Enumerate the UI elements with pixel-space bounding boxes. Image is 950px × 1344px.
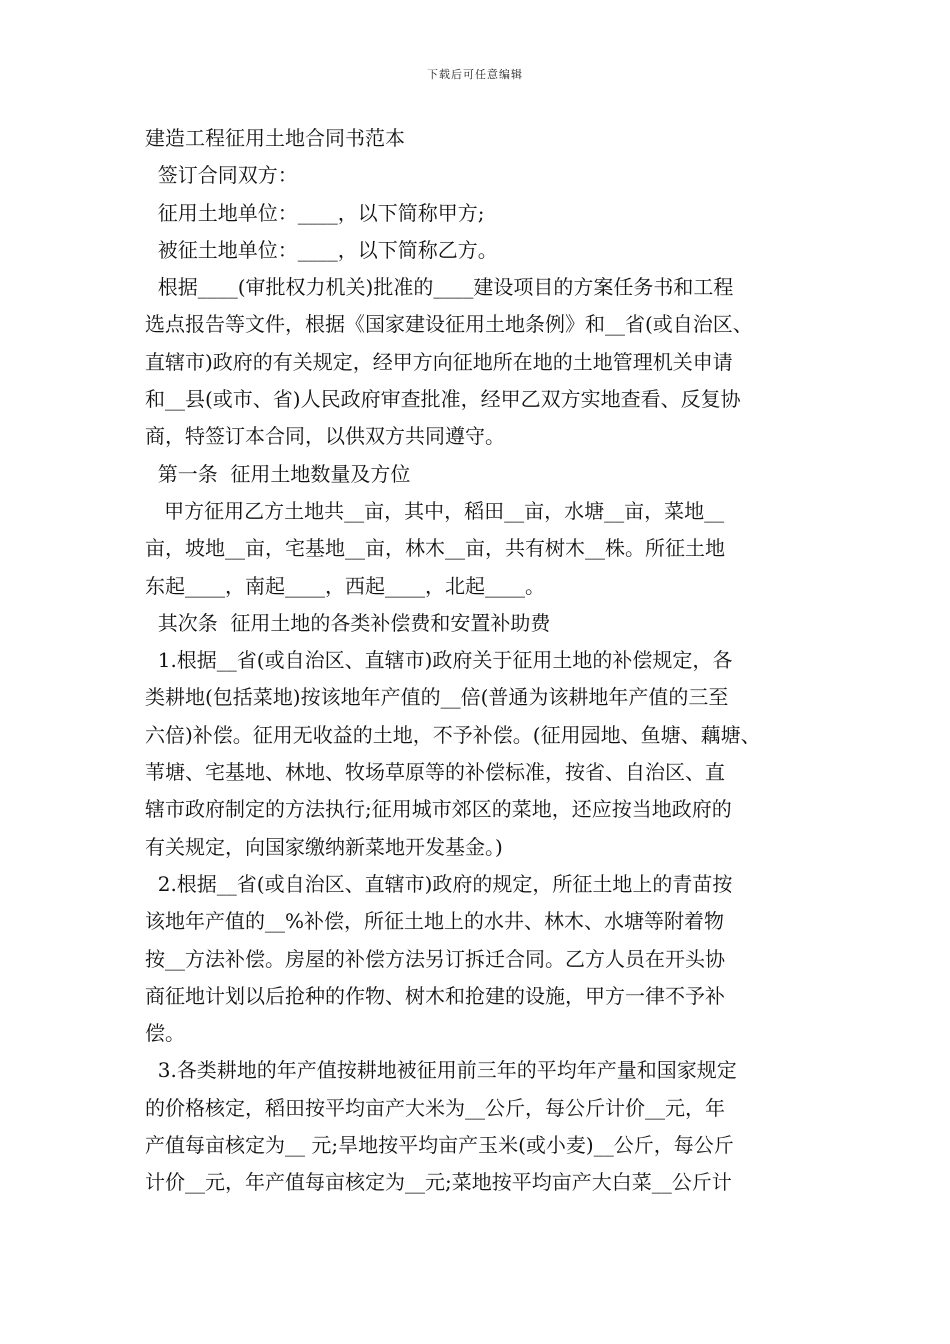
text-line: 甲方征用乙方土地共__亩，其中，稻田__亩，水塘__亩，菜地__ — [145, 498, 725, 523]
text-line: 六倍)补偿。征用无收益的土地，不予补偿。(征用园地、鱼塘、藕塘、 — [145, 722, 761, 747]
section-heading: 第一条 征用土地数量及方位 — [145, 461, 411, 486]
text-line: 偿。 — [145, 1021, 185, 1046]
section-heading: 其次条 征用土地的各类补偿费和安置补助费 — [145, 610, 551, 635]
text-line: 该地年产值的__%补偿，所征土地上的水井、林木、水塘等附着物 — [145, 909, 725, 934]
text-line: 征用土地单位：____，以下简称甲方; — [145, 200, 485, 225]
text-line: 2.根据__省(或自治区、直辖市)政府的规定，所征土地上的青苗按 — [145, 871, 733, 896]
text-line: 的价格核定，稻田按平均亩产大米为__公斤，每公斤计价__元，年 — [145, 1095, 725, 1120]
text-line: 3.各类耕地的年产值按耕地被征用前三年的平均年产量和国家规定 — [145, 1058, 737, 1083]
text-line: 辖市政府制定的方法执行;征用城市郊区的菜地，还应按当地政府的 — [145, 797, 732, 822]
text-line: 有关规定，向国家缴纳新菜地开发基金。) — [145, 834, 503, 859]
document-body — [145, 120, 835, 1202]
text-line: 和__县(或市、省)人民政府审查批准，经甲乙双方实地查看、反复协 — [145, 387, 741, 412]
text-line: 东起____，南起____，西起____，北起____。 — [145, 573, 545, 598]
document-title: 建造工程征用土地合同书范本 — [145, 126, 405, 150]
page-header: 下载后可任意编辑 — [427, 68, 523, 81]
text-line: 产值每亩核定为__ 元;旱地按平均亩产玉米(或小麦)__公斤，每公斤 — [145, 1133, 734, 1158]
text-line: 按__方法补偿。房屋的补偿方法另订拆迁合同。乙方人员在开头协 — [145, 946, 725, 971]
text-line: 签订合同双方： — [145, 163, 298, 188]
text-line: 被征土地单位：____，以下简称乙方。 — [145, 237, 498, 262]
text-line: 根据____(审批权力机关)批准的____建设项目的方案任务书和工程 — [145, 275, 734, 300]
text-line: 选点报告等文件，根据《国家建设征用土地条例》和__省(或自治区、 — [145, 312, 753, 337]
text-line: 苇塘、宅基地、林地、牧场草原等的补偿标准，按省、自治区、直 — [145, 760, 725, 785]
text-line: 商，特签订本合同，以供双方共同遵守。 — [145, 424, 505, 449]
text-line: 亩，坡地__亩，宅基地__亩，林木__亩，共有树木__株。所征土地 — [145, 536, 725, 561]
text-line: 计价__元，年产值每亩核定为__元;菜地按平均亩产大白菜__公斤计 — [145, 1170, 732, 1195]
text-line: 直辖市)政府的有关规定，经甲方向征地所在地的土地管理机关申请 — [145, 349, 733, 374]
text-line: 1.根据__省(或自治区、直辖市)政府关于征用土地的补偿规定，各 — [145, 648, 733, 673]
text-line: 商征地计划以后抢种的作物、树木和抢建的设施，甲方一律不予补 — [145, 983, 725, 1008]
text-line: 类耕地(包括菜地)按该地年产值的__倍(普通为该耕地年产值的三至 — [145, 685, 729, 710]
